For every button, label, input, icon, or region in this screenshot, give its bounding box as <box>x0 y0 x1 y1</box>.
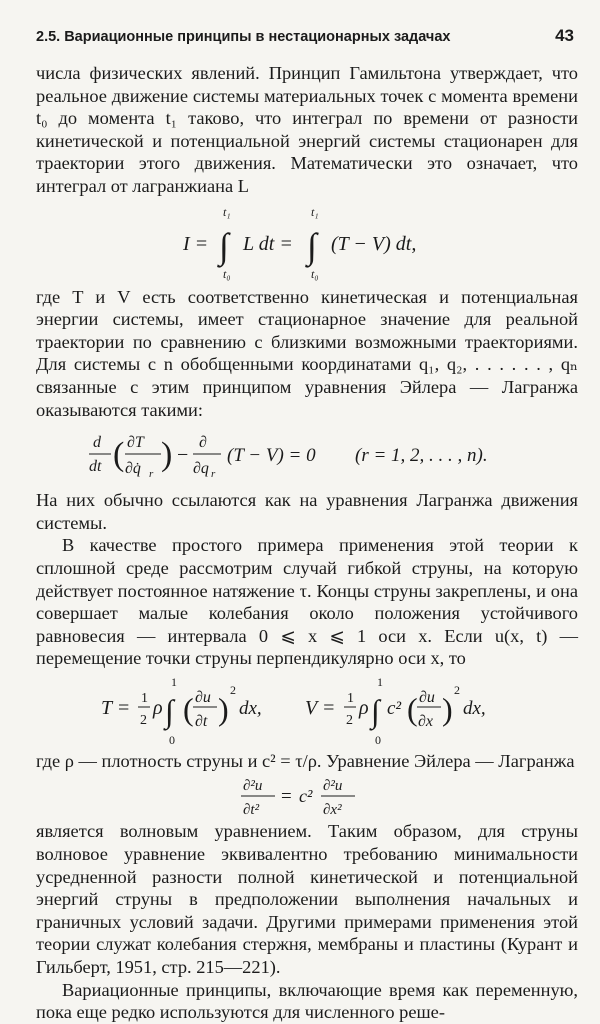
en-rparen-1: ) <box>218 690 229 727</box>
el-minus: − <box>177 444 189 467</box>
el-r-sub-2: r <box>211 468 216 481</box>
el-dT-num: ∂T <box>127 434 144 452</box>
eq1-integral-sign-2: ∫ <box>307 225 317 266</box>
en-half-num-2: 1 <box>347 690 354 706</box>
eq1-lower-limit-1: t₀ <box>223 266 231 281</box>
wave-dt2-den: ∂t² <box>243 802 260 819</box>
equation-energies <box>36 670 578 750</box>
el-tail: (T − V) = 0 <box>227 445 316 467</box>
en-lparen-2: ( <box>407 690 418 727</box>
equation-wave <box>36 772 578 820</box>
el-condition: (r = 1, 2, . . . , n). <box>355 445 488 467</box>
eq1-upper-limit-2: t₁ <box>311 204 319 219</box>
en-upper-1: 1 <box>171 674 177 689</box>
en-du-2: ∂u <box>419 688 435 706</box>
en-dx-1: dx, <box>239 697 262 719</box>
eq1-lhs: I = <box>183 232 209 255</box>
en-du-1: ∂u <box>195 688 211 706</box>
en-dt-1: ∂t <box>195 712 208 730</box>
en-square-2: 2 <box>454 682 460 697</box>
wave-c2: c² <box>299 786 313 807</box>
paragraph-1: числа физических явлений. Принцип Гамильтона утверждает, что реальное движение системы материальных точек с момента времени t₀ до момента t₁ таково, что интеграл по времени от разности кинетической и потенциальной энергий системы стационарен для траектории этого движения. Математически это означает, что интеграл от лагранжиана L <box>36 63 578 196</box>
paragraph-2: где T и V есть соответственно кинетическая и потенциальная энергии системы, имеет стационарное значение для реальной траектории по сравнению с близкими возможными траекториями. Для системы с n обобщенными координатами q₁, q₂, . . . . . . , qₙ связанные с этим принципом уравнения Эйлера — Лагранжа оказываются такими: <box>36 286 578 420</box>
en-rho-2: ρ <box>359 696 369 719</box>
en-upper-2: 1 <box>377 674 383 689</box>
section-title: 2.5. Вариационные принципы в нестационарных задачах <box>36 29 451 45</box>
el-right-paren: ) <box>161 436 173 474</box>
en-square-1: 2 <box>230 682 236 697</box>
en-c2: c² <box>387 697 402 719</box>
en-lower-1: 0 <box>169 732 175 747</box>
paragraph-6: является волновым уравнением. Таким образом, для струны волновое уравнение эквивалентно требованию минимальности усредненной разности полной кинетической и потенциальной энергий струны в предположении выполнения начальных и граничных условий задачи. Другими примерами применения этой теории служат колебания стержня, мембраны и пластины (Курант и Гильберт, 1951, стр. 215—221). <box>36 821 578 978</box>
en-dx-den: ∂x <box>418 712 434 730</box>
el-dq-den: ∂q <box>193 460 209 478</box>
en-rho-1: ρ <box>153 696 163 719</box>
wave-dx2-den: ∂x² <box>323 802 342 819</box>
en-integral-2: ∫ <box>371 692 380 729</box>
el-dqdot-den: ∂q̇ <box>125 460 141 478</box>
paragraph-7: Вариационные принципы, включающие время как переменную, пока еще редко используются для численного реше- <box>36 979 578 1023</box>
page-number: 43 <box>555 26 574 45</box>
paragraph-4: В качестве простого примера применения этой теории к сплошной среде рассмотрим случай гибкой струны, на которую действует постоянное натяжение τ. Концы струны закреплены, и она совершает малые колебания около положения устойчивого равновесия — интервала 0 ⩽ x ⩽ 1 оси x. Если u(x, t) — перемещение точки струны перпендикулярно оси x, то <box>36 535 578 669</box>
eq1-upper-limit-1: t₁ <box>223 204 231 219</box>
el-r-sub-1: r <box>149 468 154 481</box>
wave-equals: = <box>281 786 292 808</box>
el-dt-den: dt <box>89 458 102 476</box>
equation-action-integral <box>36 198 578 286</box>
en-integral-1: ∫ <box>165 692 174 729</box>
text-body <box>36 62 578 1024</box>
eq1-integral-sign-1: ∫ <box>219 225 229 266</box>
en-V-lhs: V = <box>305 696 336 719</box>
equation-euler-lagrange <box>36 421 578 489</box>
eq1-middle: L dt = <box>243 232 293 255</box>
eq1-rhs: (T − V) dt, <box>331 232 417 255</box>
en-rparen-2: ) <box>442 690 453 727</box>
running-header <box>36 26 574 50</box>
wave-d2u-num-2: ∂²u <box>323 778 343 795</box>
el-d-num: d <box>93 434 101 452</box>
el-del-num: ∂ <box>199 434 207 452</box>
en-half-den-1: 2 <box>140 712 147 728</box>
en-lower-2: 0 <box>375 732 381 747</box>
paragraph-5: где ρ — плотность струны и c² = τ/ρ. Уравнение Эйлера — Лагранжа <box>36 750 575 771</box>
en-T-lhs: T = <box>101 696 131 719</box>
wave-d2u-num-1: ∂²u <box>243 778 263 795</box>
en-lparen-1: ( <box>183 690 194 727</box>
eq1-lower-limit-2: t₀ <box>311 266 319 281</box>
el-left-paren: ( <box>113 436 125 474</box>
en-dx-2: dx, <box>463 697 486 719</box>
en-half-den-2: 2 <box>346 712 353 728</box>
en-half-num-1: 1 <box>141 690 148 706</box>
paragraph-3: На них обычно ссылаются как на уравнения Лагранжа движения системы. <box>36 490 578 533</box>
